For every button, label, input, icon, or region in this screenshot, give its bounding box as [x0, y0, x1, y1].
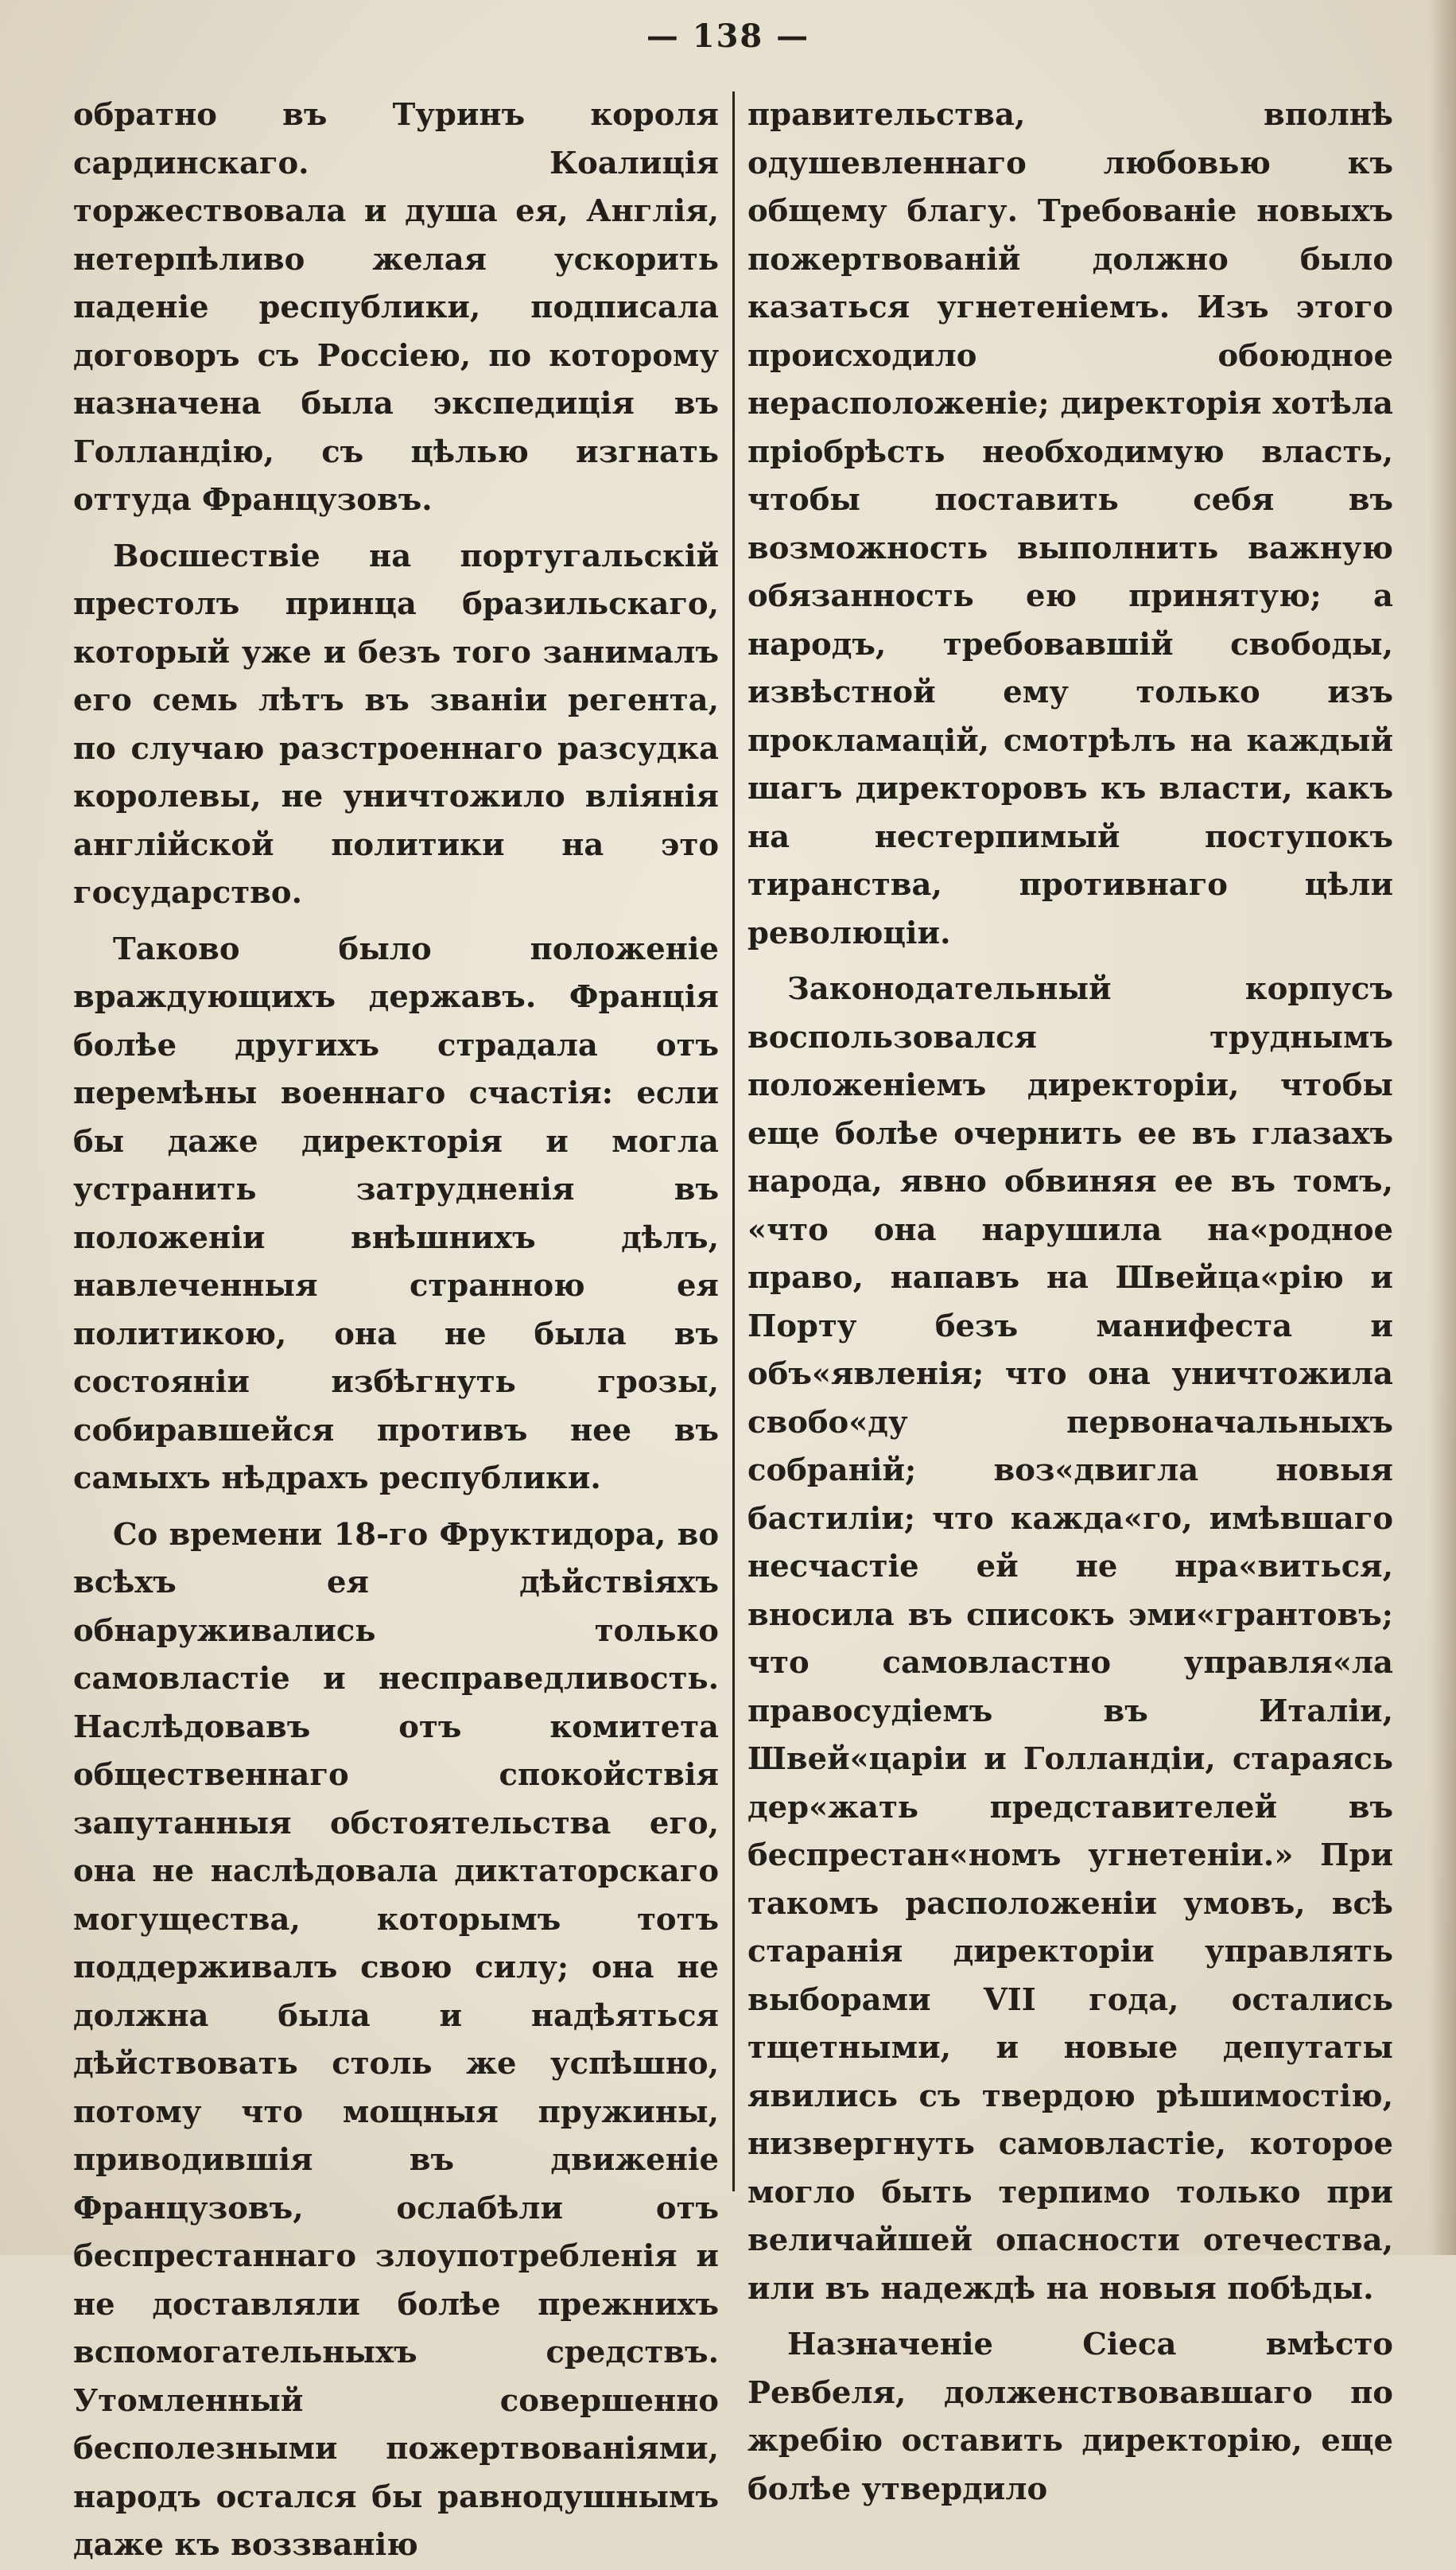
page-number: — 138 — — [646, 17, 810, 55]
paragraph: Назначеніе Сіеса вмѣсто Ревбеля, долженствовавшаго по жребію оставить директорію, еще болѣе утвердило — [747, 2327, 1393, 2507]
paragraph: обратно въ Туринъ короля сардинскаго. Коалиція торжествовала и душа ея, Англія, нетерпѣливо желая ускорить паденіе республики, подписала договоръ съ Россіею, по которому назначена была экспедиція въ Голландію, съ цѣлью изгнать оттуда Французовъ. — [73, 97, 719, 518]
paragraph: Со времени 18-го Фруктидора, во всѣхъ ея дѣйствіяхъ обнаруживались только самовластіе и несправедливость. Наслѣдовавъ отъ комитета общественнаго спокойствія запутанныя обстоятельства его, она не наслѣдовала диктаторскаго могущества, которымъ тотъ поддерживалъ свою силу; она не должна была и надѣяться дѣйствовать столь же успѣшно, потому что мощныя пружины, приводившія въ движеніе Французовъ, ослабѣли отъ беспрестаннаго злоупотребленія и не доставляли болѣе прежнихъ вспомогательныхъ средствъ. Утомленный совершенно бесполезными пожертвованіями, народъ остался бы равнодушнымъ даже къ воззванію — [73, 1516, 719, 2563]
paragraph: Восшествіе на португальскій престолъ принца бразильскаго, который уже и безъ того занималъ его семь лѣтъ въ званіи регента, по случаю разстроеннаго разсудка королевы, не уничтожило вліянія англійской политики на это государство. — [73, 538, 719, 911]
paragraph: Законодательный корпусъ воспользовался труднымъ положеніемъ директоріи, чтобы еще болѣе очернить ее въ глазахъ народа, явно обвиняя ее въ томъ, «что она нарушила на«родное право, напавъ на Швейца«рію и Порту безъ манифеста и объ«явленія; что она уничтожила свобо«ду первоначальныхъ собраній; воз«двигла новыя бастиліи; что кажда«го, имѣвшаго несчастіе ей не нра«виться, вносила въ списокъ эми«грантовъ; что самовластно управля«ла правосудіемъ въ Италіи, Швей«царіи и Голландіи, стараясь дер«жать представителей въ беспрестан«номъ угнетеніи.» При такомъ расположеніи умовъ, всѣ старанія директоріи управлять выборами VII года, остались тщетными, и новые депутаты явились съ твердою рѣшимостію, низвергнуть самовластіе, которое могло быть терпимо только при величайшей опасности отечества, или въ надеждѣ на новыя побѣды. — [747, 971, 1393, 2307]
left-column — [73, 91, 719, 2563]
column-divider — [732, 91, 735, 2191]
right-column — [747, 91, 1393, 2507]
page-edge-shadow — [1429, 0, 1456, 2255]
paragraph: правительства, вполнѣ одушевленнаго любовью къ общему благу. Требованіе новыхъ пожертвованій должно было казаться угнетеніемъ. Изъ этого происходило обоюдное нерасположеніе; директорія хотѣла пріобрѣсть необходимую власть, чтобы поставить себя въ возможность выполнить важную обязанность ею принятую; а народъ, требовавшій свободы, извѣстной ему только изъ прокламацій, смотрѣлъ на каждый шагъ директоровъ къ власти, какъ на нестерпимый поступокъ тиранства, противнаго цѣли революціи. — [747, 97, 1393, 951]
paragraph: Таково было положеніе враждующихъ державъ. Франція болѣе другихъ страдала отъ перемѣны военнаго счастія: если бы даже директорія и могла устранить затрудненія въ положеніи внѣшнихъ дѣлъ, навлеченныя странною ея политикою, она не была въ состояніи избѣгнуть грозы, собиравшейся противъ нее въ самыхъ нѣдрахъ республики. — [73, 931, 719, 1496]
